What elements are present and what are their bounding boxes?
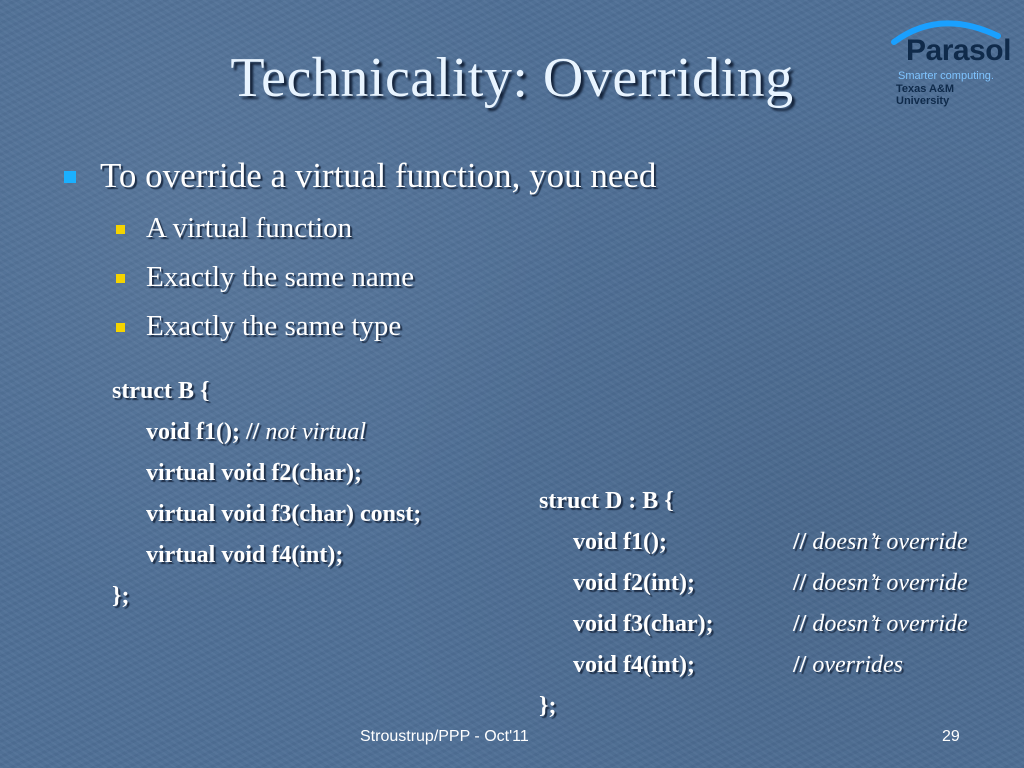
comment-mark: // xyxy=(793,611,807,637)
code-line xyxy=(573,529,667,556)
code-line xyxy=(573,570,695,597)
sub-bullet-text: A virtual function xyxy=(146,212,353,244)
square-bullet-icon xyxy=(64,171,76,183)
comment-text: doesn’t override xyxy=(806,611,968,637)
code-text: void f1(); xyxy=(146,419,246,445)
code-line xyxy=(539,488,674,515)
code-line xyxy=(146,501,421,528)
code-line xyxy=(573,652,695,679)
comment-text: doesn’t override xyxy=(806,529,968,555)
code-comment xyxy=(259,419,366,445)
square-bullet-icon xyxy=(116,225,125,234)
code-text: struct B { xyxy=(112,378,210,404)
code-line xyxy=(112,583,129,610)
sub-bullet-text: Exactly the same type xyxy=(146,310,402,342)
comment-mark: // xyxy=(245,419,260,445)
code-comment xyxy=(806,529,967,555)
code-line-comment xyxy=(793,570,968,597)
code-text: virtual void f3(char) const; xyxy=(146,501,422,527)
code-text: struct D : B { xyxy=(539,488,674,514)
footer-source: Stroustrup/PPP - Oct'11 xyxy=(360,728,529,745)
code-line xyxy=(112,378,209,405)
code-line xyxy=(573,611,714,638)
code-line xyxy=(539,693,556,720)
sub-bullet-text: Exactly the same name xyxy=(146,261,415,293)
code-text: void f1(); xyxy=(573,529,667,555)
code-text: }; xyxy=(539,693,557,719)
code-comment xyxy=(806,652,903,678)
code-comment xyxy=(806,570,967,596)
comment-text: not virtual xyxy=(259,419,366,445)
code-line xyxy=(146,542,343,569)
slide-title: Technicality: Overriding xyxy=(230,47,794,109)
parasol-logo xyxy=(890,14,1011,107)
code-text: void f3(char); xyxy=(573,611,714,637)
code-line-comment xyxy=(793,529,968,556)
code-line-comment xyxy=(793,611,968,638)
comment-mark: // xyxy=(793,529,807,555)
page-number: 29 xyxy=(942,728,960,745)
code-line xyxy=(146,419,366,446)
comment-text: overrides xyxy=(806,652,903,678)
code-text: virtual void f2(char); xyxy=(146,460,362,486)
bullet-main-text: To override a virtual function, you need xyxy=(100,156,657,195)
code-comment xyxy=(806,611,967,637)
logo-tagline: Smarter computing. xyxy=(898,70,994,82)
code-line xyxy=(146,460,362,487)
logo-university: Texas A&M University xyxy=(896,83,955,107)
comment-mark: // xyxy=(793,570,807,596)
square-bullet-icon xyxy=(116,274,125,283)
logo-name: Parasol xyxy=(906,34,1011,67)
code-text: void f2(int); xyxy=(573,570,695,596)
comment-mark: // xyxy=(793,652,807,678)
square-bullet-icon xyxy=(116,323,125,332)
code-line-comment xyxy=(793,652,903,679)
code-text: }; xyxy=(112,583,130,609)
comment-text: doesn’t override xyxy=(806,570,968,596)
code-text: virtual void f4(int); xyxy=(146,542,344,568)
code-text: void f4(int); xyxy=(573,652,695,678)
